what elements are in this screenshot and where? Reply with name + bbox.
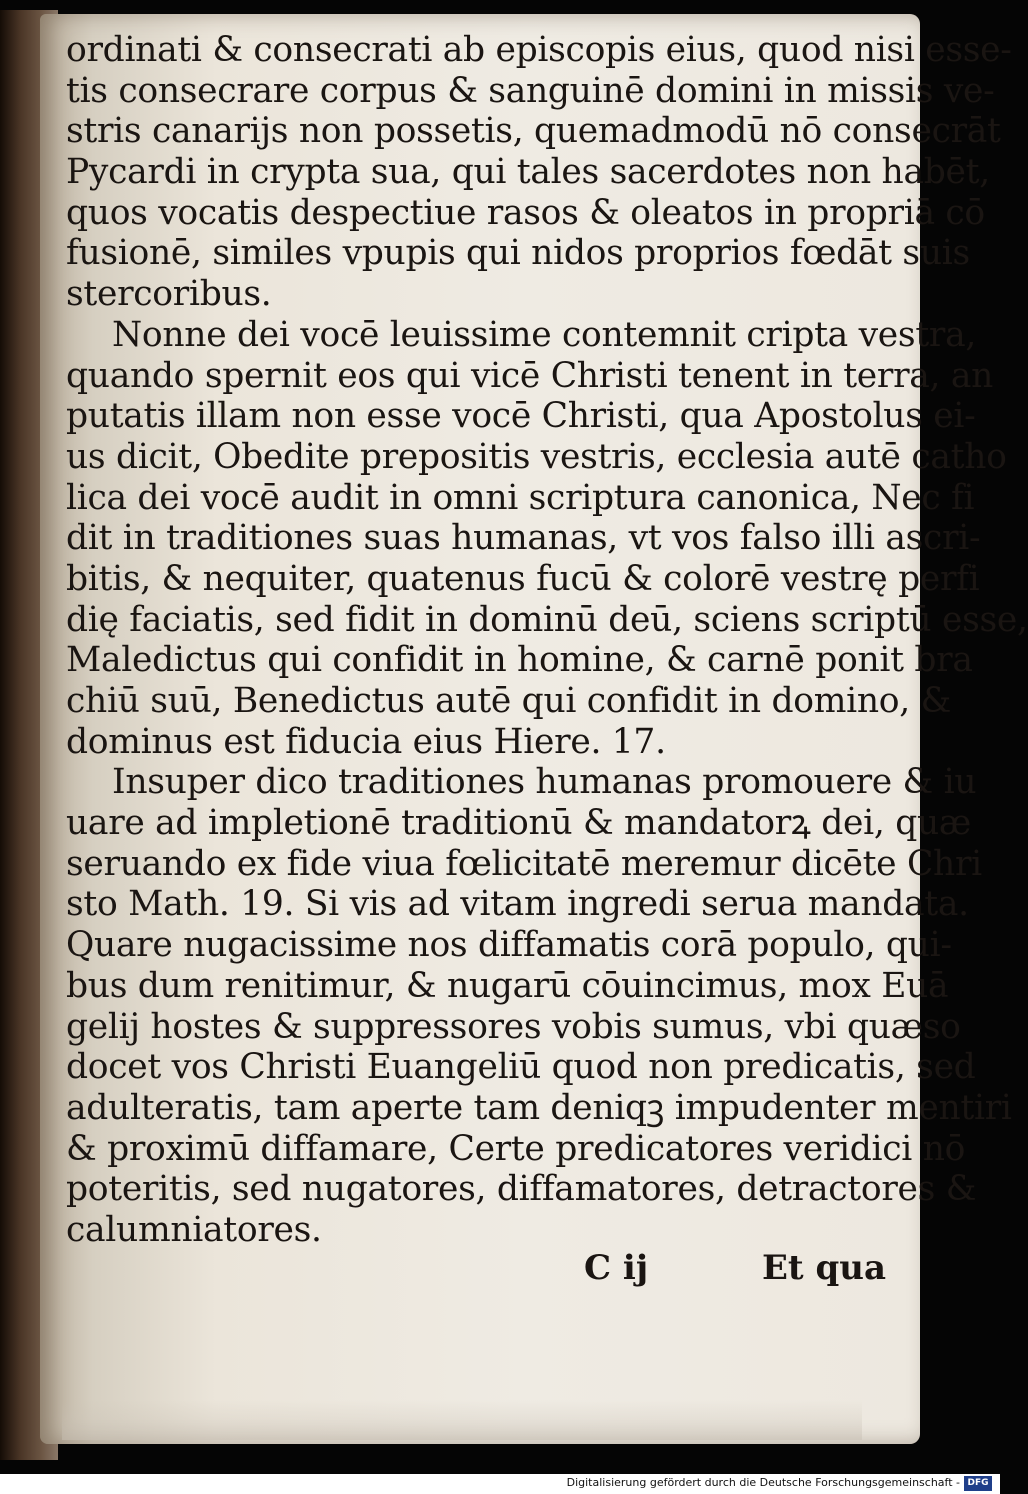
text-line: tis consecrare corpus & sanguinē domini in missis ve- (66, 70, 995, 111)
text-line: docet vos Christi Euangeliū quod non predicatis, sed (66, 1047, 976, 1088)
text-line: lica dei vocē audit in omni scriptura canonica, Nec fi (66, 477, 975, 518)
paragraph (66, 762, 1012, 1250)
text-line: bus dum renitimur, & nugarū cōuincimus, mox Euā (66, 965, 949, 1006)
text-line: Quare nugacissime nos diffamatis corā populo, qui- (66, 925, 952, 966)
funding-note: Digitalisierung gefördert durch die Deutsche Forschungsgemeinschaft - (566, 1476, 960, 1489)
signature-line (66, 1248, 886, 1292)
text-line: quando spernit eos qui vicē Christi tenent in terra, an (66, 355, 994, 396)
text-line: sto Math. 19. Si vis ad vitam ingredi serua mandata. (66, 884, 969, 925)
text-line: fusionē, similes vpupis qui nidos proprios fœdāt suis (66, 233, 970, 274)
gathering-signature: C ij (584, 1248, 649, 1288)
text-line: Pycardi in crypta sua, qui tales sacerdotes non habēt, (66, 152, 990, 193)
text-line: putatis illam non esse vocē Christi, qua Apostolus ei- (66, 396, 976, 437)
text-line: dię faciatis, sed fidit in dominū deū, sciens scriptū esse, (66, 599, 1028, 640)
text-line: bitis, & nequiter, quatenus fucū & colorē vestrę perfi (66, 558, 980, 599)
text-line: calumniatores. (66, 1209, 322, 1250)
text-line: Maledictus qui confidit in homine, & carnē ponit bra (66, 640, 973, 681)
text-line: adulteratis, tam aperte tam deniqꝫ impudenter mentiri (66, 1087, 1012, 1128)
text-line: Nonne dei vocē leuissime contemnit cripta vestra, (112, 314, 977, 355)
text-line: gelij hostes & suppressores vobis sumus, vbi quæso (66, 1006, 961, 1047)
text-line: poteritis, sed nugatores, diffamatores, detractores & (66, 1169, 977, 1210)
catchword: Et qua (762, 1248, 886, 1288)
page-text (66, 30, 1028, 1251)
text-line: stercoribus. (66, 274, 272, 315)
text-line: seruando ex fide viua fœlicitatē meremur dicēte Chri (66, 843, 982, 884)
dfg-logo: DFG (964, 1476, 992, 1491)
text-line: & proximū diffamare, Certe predicatores veridici nō (66, 1128, 966, 1169)
text-line: stris canarijs non possetis, quemadmodū nō consecrāt (66, 111, 1001, 152)
paragraph (66, 314, 1028, 763)
text-line: quos vocatis despectiue rasos & oleatos in propriā cō (66, 192, 985, 233)
text-line: dit in traditiones suas humanas, vt vos falso illi ascri- (66, 518, 981, 559)
text-line: chiū suū, Benedictus autē qui confidit in domino, & (66, 681, 952, 721)
text-line: ordinati & consecrati ab episcopis eius, quod nisi esse- (66, 30, 1012, 70)
text-line: Insuper dico traditiones humanas promouere & iu (112, 762, 977, 803)
text-line: us dicit, Obedite prepositis vestris, ecclesia autē catho (66, 436, 1007, 477)
text-line: dominus est fiducia eius Hiere. 17. (66, 721, 666, 762)
text-line: uare ad impletionē traditionū & mandatorꝝ dei, quæ (66, 803, 972, 844)
paragraph (66, 30, 1012, 315)
